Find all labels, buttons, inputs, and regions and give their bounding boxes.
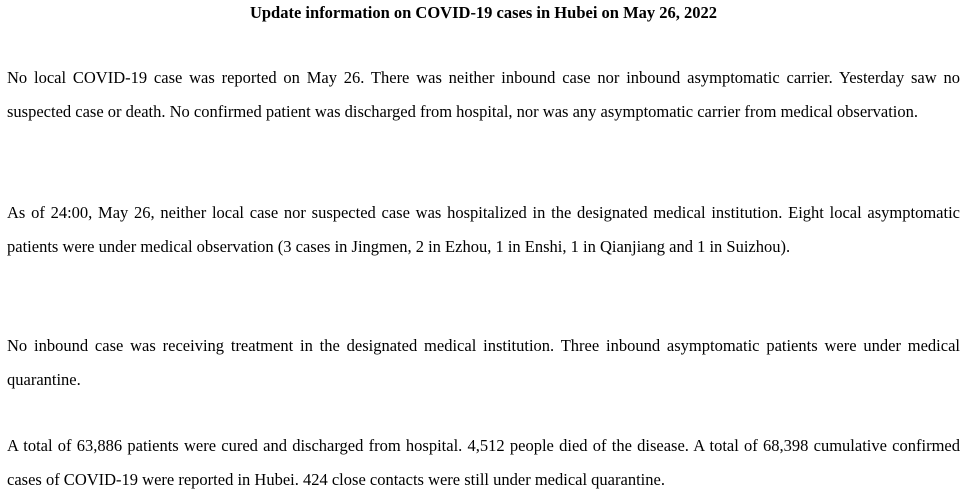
paragraph-daily-summary: No local COVID-19 case was reported on May 26. There was neither inbound case nor inbound asymptomatic carrier. Yesterday saw no suspected case or death. No confirmed patient was discharged from hospital, nor was any asymptomatic carrier from medical observation. xyxy=(7,68,960,121)
paragraph-inbound-status: No inbound case was receiving treatment in the designated medical institution. Three inbound asymptomatic patients were under medical quarantine. xyxy=(7,336,960,389)
paragraph-local-status: As of 24:00, May 26, neither local case nor suspected case was hospitalized in the designated medical institution. Eight local asymptomatic patients were under medical observation (3 cases in Jingmen, 2 in Ezhou, 1 in Enshi, 1 in Qianjiang and 1 in Suizhou). xyxy=(7,203,960,256)
page-title: Update information on COVID-19 cases in Hubei on May 26, 2022 xyxy=(249,3,718,22)
paragraph-cumulative-totals: A total of 63,886 patients were cured and discharged from hospital. 4,512 people died of the disease. A total of 68,398 cumulative confirmed cases of COVID-19 were reported in Hubei. 424 close contacts were still under medical quarantine. xyxy=(7,436,960,489)
